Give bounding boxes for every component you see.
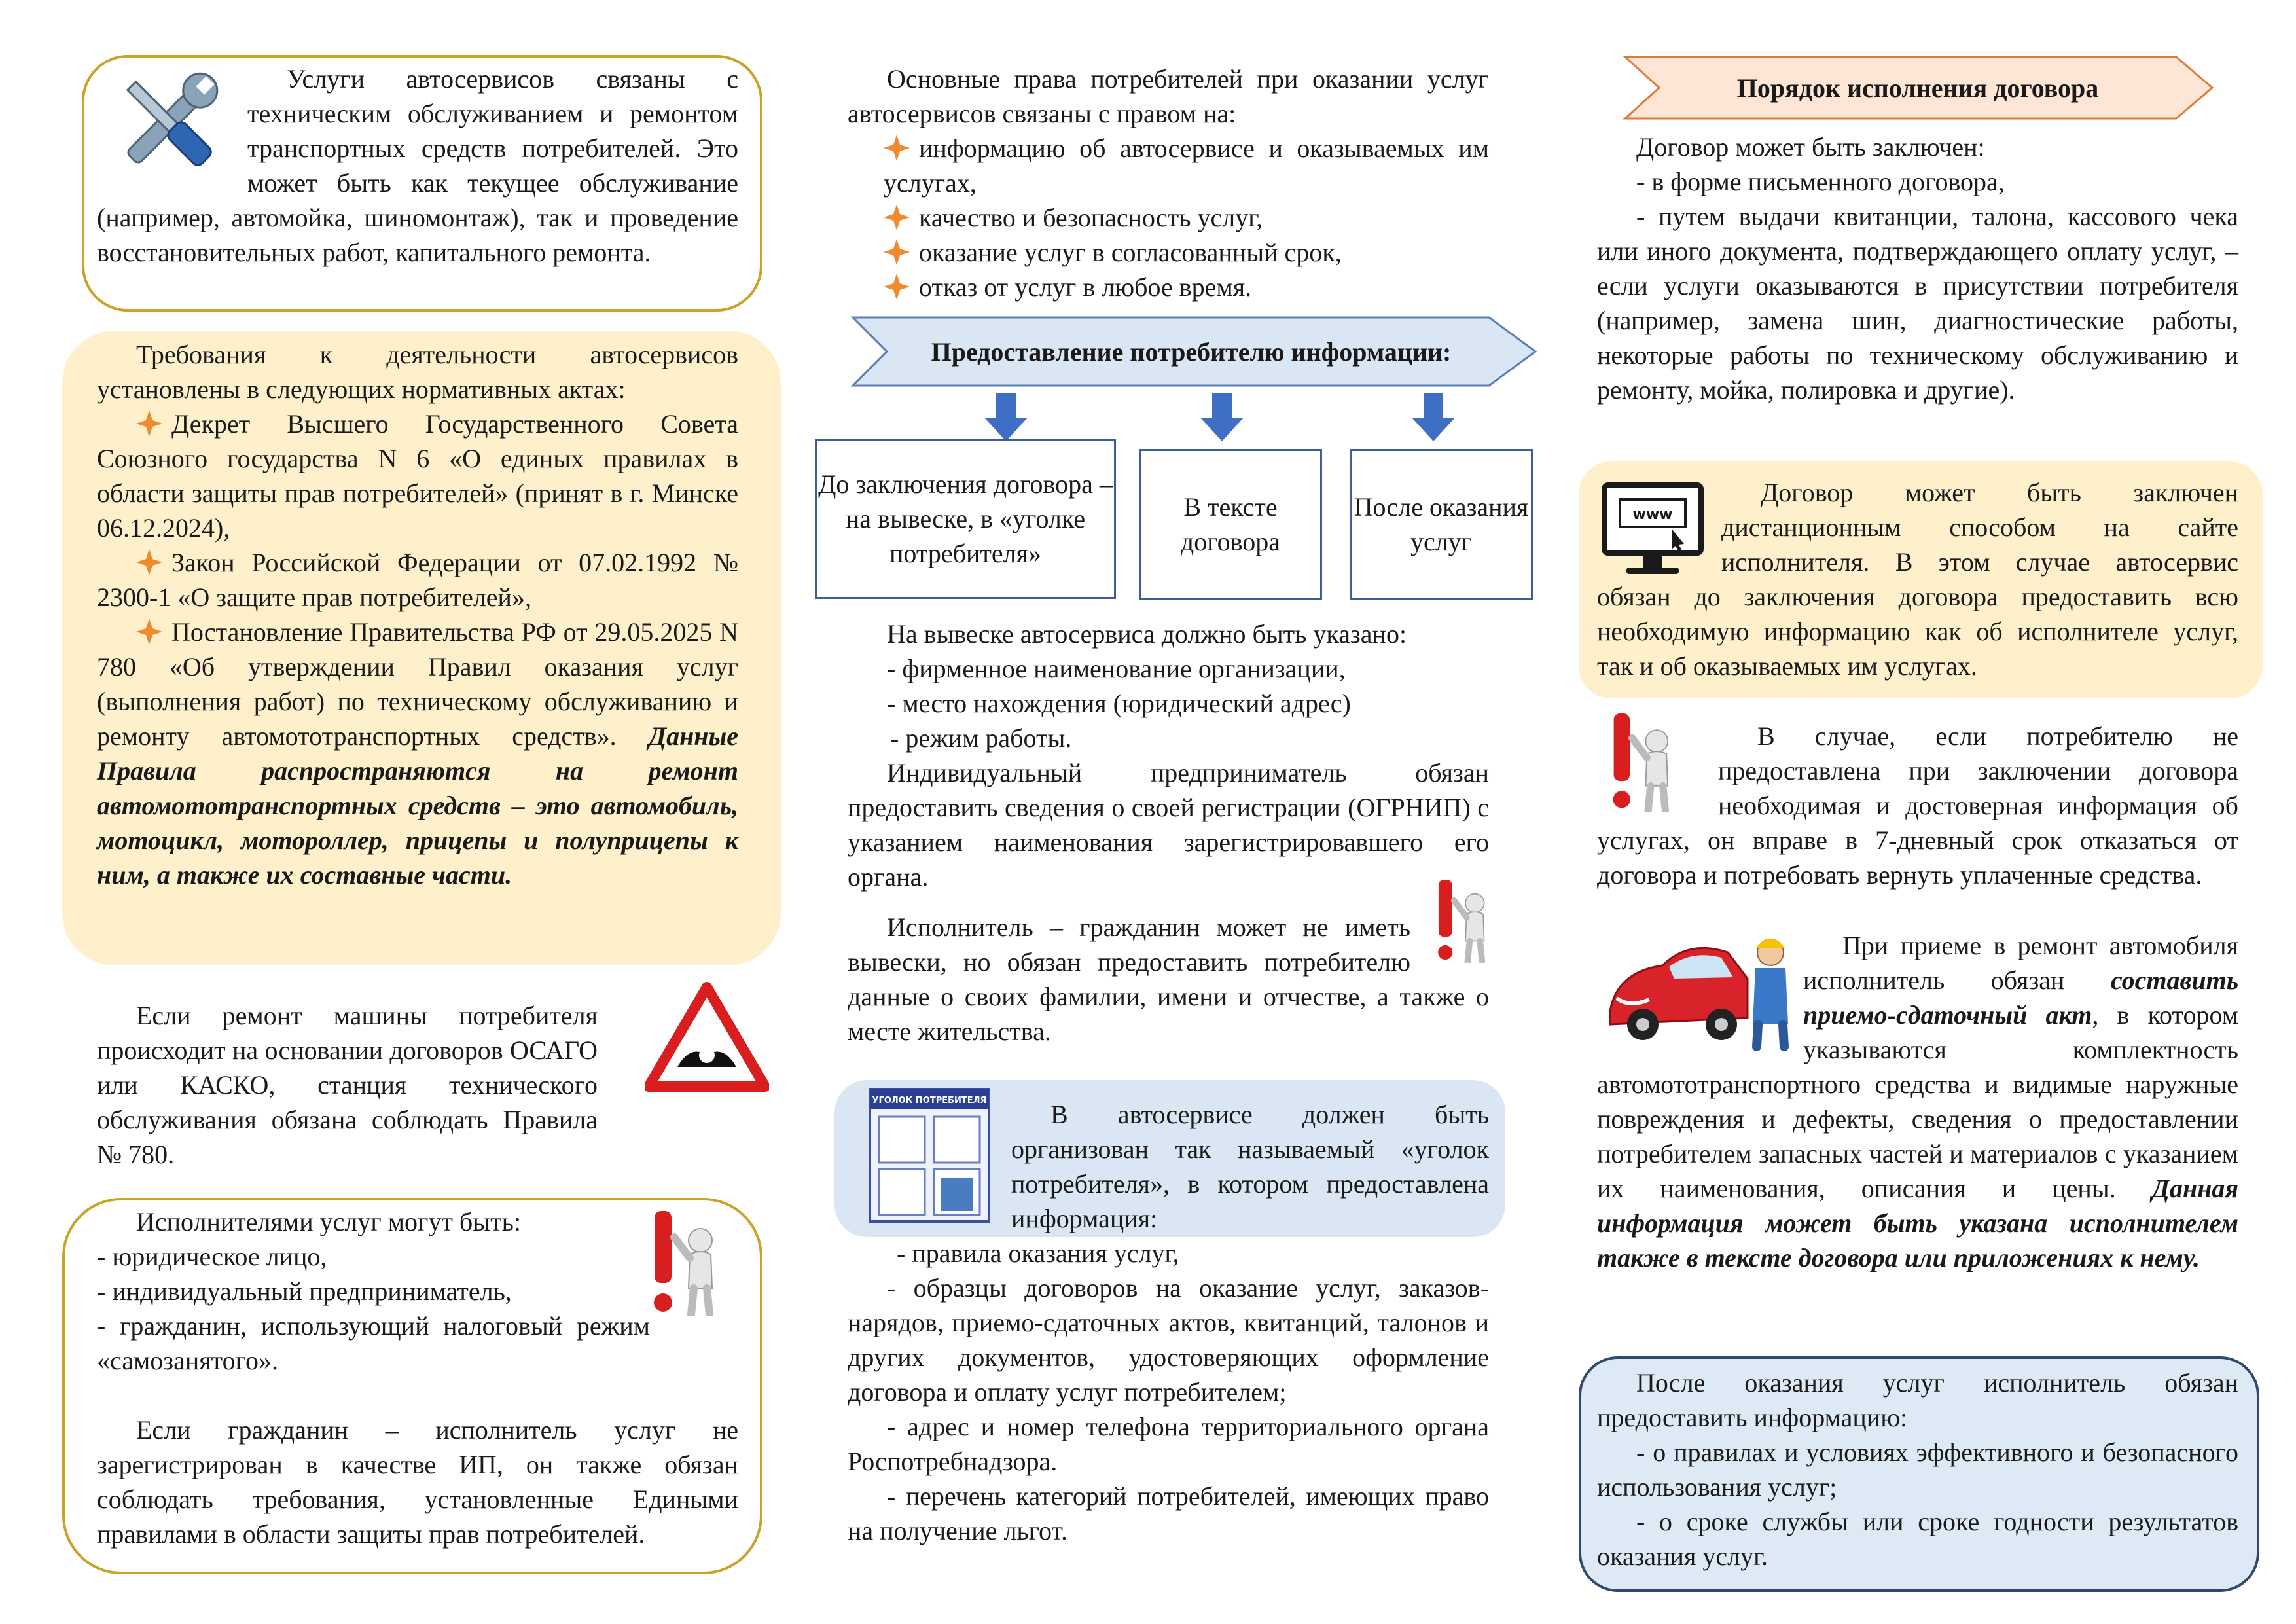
- star-bullet-icon: [136, 549, 162, 575]
- citizen-text: [848, 910, 1489, 1049]
- sign-lead: На вывеске автосервиса должно быть указано:: [887, 619, 1407, 649]
- star-bullet-icon: [136, 619, 162, 645]
- after-item: - о правилах и условиях эффективного и безопасного использования услуг;: [1597, 1437, 2238, 1502]
- rights-text: [848, 62, 1489, 304]
- contract-banner-label: Порядок исполнения договора: [1736, 73, 2099, 103]
- sign-item: - фирменное наименование организации,: [887, 654, 1346, 683]
- rights-item: оказание услуг в согласованный срок,: [919, 238, 1342, 267]
- ip-paragraph: Индивидуальный предприниматель обязан предоставить сведения о своей регистрации (ОГРНИП) с указанием наименования зарегистрировавшего его органа.: [848, 758, 1489, 892]
- after-service-text: [1597, 1365, 2238, 1574]
- act-lead: При приеме в ремонт автомобиля исполнитель обязан: [1803, 931, 2238, 995]
- info-box-contract: [1139, 449, 1322, 600]
- after-item: - о сроке службы или сроке годности результатов оказания услуг.: [1597, 1507, 2238, 1571]
- citizen-paragraph: Исполнитель – гражданин может не иметь вывески, но обязан предоставить потребителю данные о своих фамилии, имени и отчестве, а также о месте жительства.: [848, 912, 1489, 1046]
- requirements-lead: Требования к деятельности автосервисов установлены в следующих нормативных актах:: [97, 340, 738, 404]
- corner-item: - адрес и номер телефона территориального органа Роспотребнадзора.: [848, 1412, 1489, 1476]
- info-box-after: [1350, 449, 1533, 600]
- contract-item: - в форме письменного договора,: [1636, 167, 2005, 196]
- info-banner-label: Предоставление потребителю информации:: [931, 336, 1452, 367]
- www-label: www: [1632, 507, 1673, 523]
- contract-item: - путем выдачи квитанции, талона, кассового чека или иного документа, подтверждающего оплату услуг, – если услуги оказываются в присутствии потребителя (например, замена шин, диагностические работы, некоторые работы по техническому обслуживанию и ремонту, мойка, полировка и другие).: [1597, 202, 2238, 405]
- star-bullet-icon: [136, 410, 162, 437]
- refusal-paragraph: В случае, если потребителю не предоставлена при заключении договора необходимая и достоверная информация об услугах, он вправе в 7-дневный срок отказаться от договора и потребовать вернуть уплаченные средства.: [1597, 721, 2238, 890]
- info-box-before: [815, 439, 1116, 599]
- osago-text: [97, 998, 738, 1172]
- info-box-label: До заключения договора – на вывеске, в «уголке потребителя»: [818, 469, 1113, 568]
- arrow-down-icon: [1199, 393, 1245, 442]
- rights-item: качество и безопасность услуг,: [919, 203, 1263, 232]
- corner-text: [848, 1097, 1489, 1548]
- intro-text: [97, 62, 738, 270]
- after-lead: После оказания услуг исполнитель обязан предоставить информацию:: [1597, 1368, 2238, 1432]
- contract-lead: Договор может быть заключен:: [1636, 132, 1985, 162]
- executors-note: Если гражданин – исполнитель услуг не зарегистрирован в качестве ИП, он также обязан соблюдать требования, установленные Едиными правилами в области защиты прав потребителей.: [97, 1415, 738, 1549]
- arrow-down-icon: [1410, 393, 1456, 442]
- executors-text: [97, 1204, 738, 1551]
- rights-item: информацию об автосервисе и оказываемых им услугах,: [884, 134, 1489, 198]
- remote-paragraph: Договор может быть заключен дистанционным способом на сайте исполнителя. В этом случае автосервис обязан до заключения договора предоставить всю необходимую информацию как об исполнителе услуг, так и об оказываемых им услугах.: [1597, 478, 2238, 681]
- intro-paragraph: Услуги автосервисов связаны с техническим обслуживанием и ремонтом транспортных средств потребителей. Это может быть как текущее обслуживание (например, автомойка, шиномонтаж), так и проведение восстановительных работ, капитального ремонта.: [97, 64, 738, 267]
- requirement-item: Декрет Высшего Государственного Совета Союзного государства N 6 «О единых правилах в области защиты прав потребителей» (принят в г. Минске 06.12.2024),: [97, 409, 738, 543]
- corner-item: - правила оказания услуг,: [897, 1238, 1179, 1268]
- executors-lead: Исполнителями услуг могут быть:: [136, 1207, 521, 1236]
- star-bullet-icon: [884, 239, 910, 265]
- star-bullet-icon: [884, 135, 910, 161]
- requirement-item: Закон Российской Федерации от 07.02.1992 № 2300-1 «О защите прав потребителей»,: [97, 548, 738, 612]
- act-text: [1597, 928, 2238, 1275]
- requirement-item: Постановление Правительства РФ от 29.05.2025 N 780 «Об утверждении Правил оказания услуг (выполнения работ) по техническому обслуживанию и ремонту автомототранспортных средств».: [97, 617, 738, 751]
- info-banner: [851, 316, 1538, 388]
- refusal-text: [1597, 719, 2238, 892]
- contract-text: [1597, 130, 2238, 407]
- act-emphasis: составить приемо-сдаточный акт: [1803, 965, 2239, 1030]
- osago-paragraph: Если ремонт машины потребителя происходит на основании договоров ОСАГО или КАСКО, станция технического обслуживания обязана соблюдать Правила № 780.: [97, 1001, 598, 1169]
- arrow-down-icon: [983, 393, 1029, 442]
- act-body: , в котором указываются комплектность автомототранспортного средства и видимые наружные повреждения и дефекты, сведения о предоставлении потребителем запасных частей и материалов с указанием их наименования, описания и цены.: [1597, 1000, 2239, 1203]
- sign-item: - место нахождения (юридический адрес): [887, 689, 1351, 718]
- remote-text: [1597, 475, 2238, 683]
- star-bullet-icon: [884, 204, 910, 230]
- requirements-text: [97, 337, 738, 892]
- info-box-label: После оказания услуг: [1354, 492, 1529, 556]
- corner-item: - образцы договоров на оказание услуг, заказов-нарядов, приемо-сдаточных актов, квитанций, талонов и других документов, удостоверяющих оформление договора и оплату услуг потребителем;: [848, 1273, 1489, 1407]
- corner-item: - перечень категорий потребителей, имеющих право на получение льгот.: [848, 1481, 1489, 1545]
- requirements-emphasis: Данные Правила распространяются на ремонт автомототранспортных средств – это автомобиль, мотоцикл, мотороллер, прицепы и полуприцепы к ним, а также их составные части.: [97, 721, 739, 890]
- rights-item: отказ от услуг в любое время.: [919, 272, 1252, 302]
- info-box-label: В тексте договора: [1180, 492, 1281, 556]
- executor-item: - юридическое лицо,: [97, 1242, 327, 1271]
- act-emphasis-2: Данная информация может быть указана исполнителем также в тексте договора или приложениях к нему.: [1597, 1174, 2239, 1272]
- star-bullet-icon: [884, 274, 910, 300]
- executor-item: - индивидуальный предприниматель,: [97, 1276, 512, 1306]
- sign-text: [848, 617, 1489, 894]
- rights-lead: Основные права потребителей при оказании услуг автосервисов связаны с правом на:: [848, 64, 1489, 128]
- executor-item: - гражданин, использующий налоговый режим «самозанятого».: [97, 1311, 650, 1375]
- contract-banner: [1623, 55, 2215, 120]
- sign-item: - режим работы.: [890, 723, 1072, 753]
- corner-sign-text: УГОЛОК ПОТРЕБИТЕЛЯ: [872, 1096, 987, 1106]
- corner-paragraph: В автосервисе должен быть организован так называемый «уголок потребителя», в котором предоставлена информация:: [1011, 1100, 1489, 1233]
